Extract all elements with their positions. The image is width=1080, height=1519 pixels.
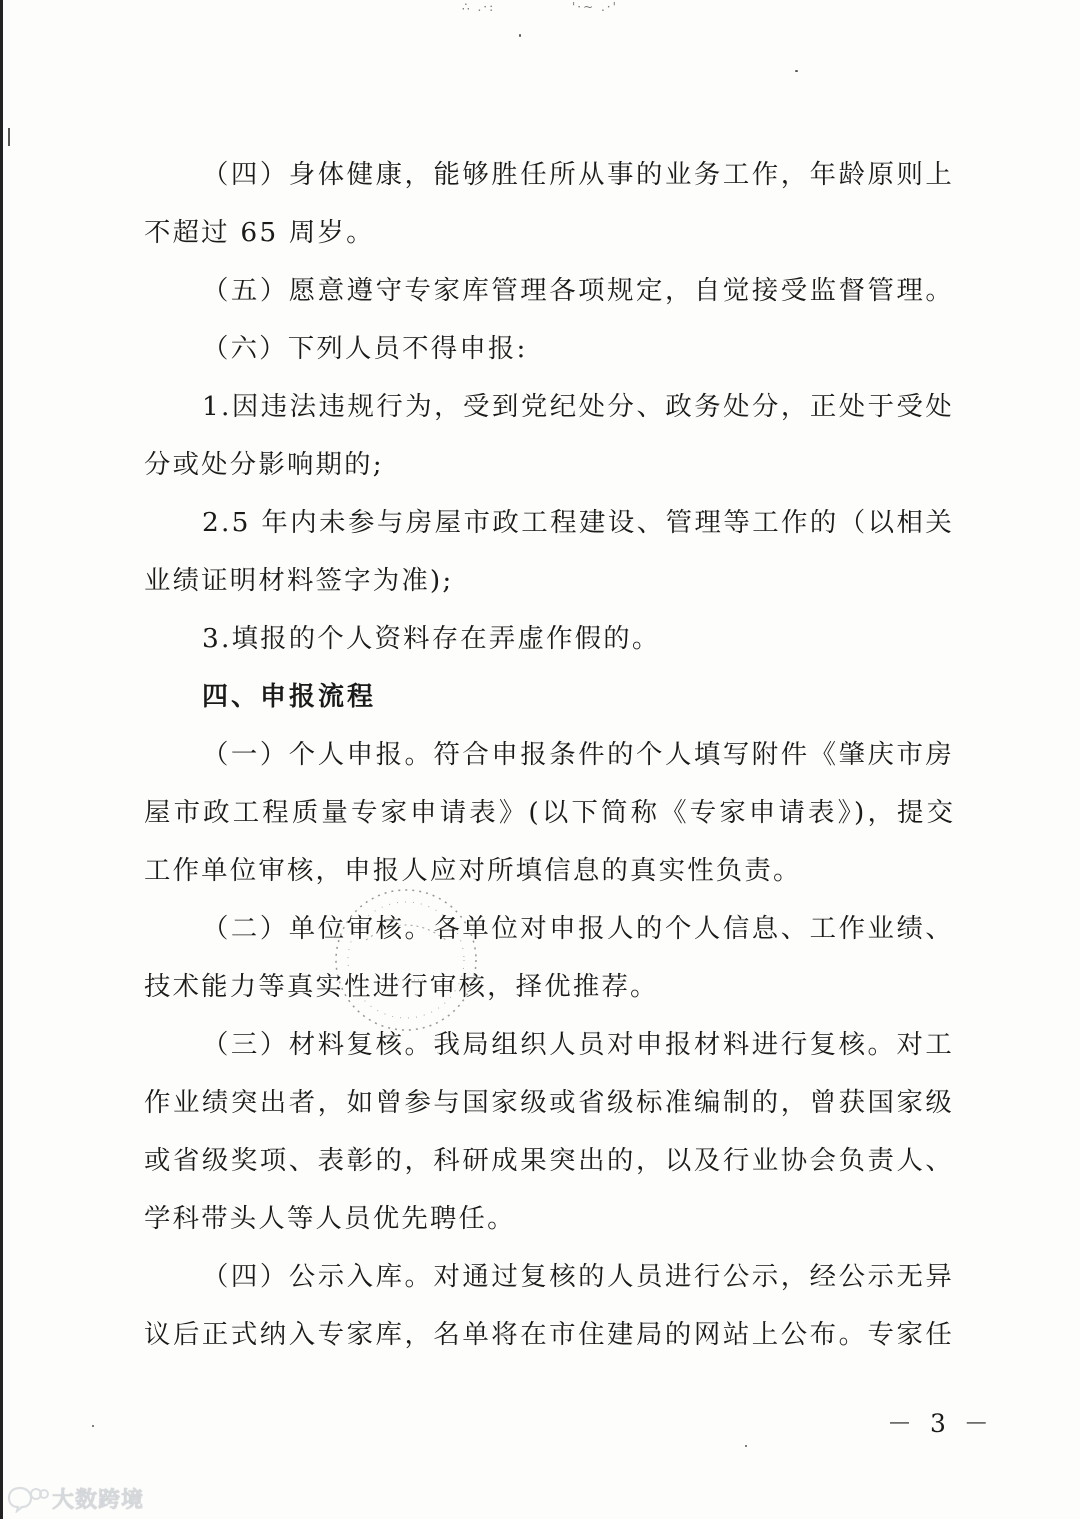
- scan-speck: [745, 1445, 747, 1447]
- paragraph-line: 技术能力等真实性进行审核，择优推荐。: [144, 971, 659, 1002]
- paragraph-line: 或省级奖项、表彰的，科研成果突出的，以及行业协会负责人、: [144, 1145, 954, 1176]
- paragraph-line: 3.填报的个人资料存在弄虚作假的。: [202, 623, 661, 654]
- page-number: － 3 －: [887, 1409, 994, 1438]
- paragraph-line: 2.5 年内未参与房屋市政工程建设、管理等工作的（以相关: [202, 507, 954, 538]
- paragraph-line: 工作单位审核，申报人应对所填信息的真实性负责。: [144, 855, 802, 886]
- paragraph-line: （一）个人申报。符合申报条件的个人填写附件《肇庆市房: [202, 739, 954, 770]
- document-body: [144, 146, 954, 1364]
- paragraph-line: 屋市政工程质量专家申请表》(以下简称《专家申请表》)，提交: [144, 797, 954, 828]
- watermark-text: 大数跨境: [52, 1487, 145, 1513]
- scan-edge-shadow: [0, 0, 3, 1519]
- scan-noise-right: '·~ .·': [572, 0, 618, 14]
- scan-speck: [795, 70, 798, 72]
- chat-bubble-logo-icon: [6, 1483, 50, 1513]
- paragraph-line: （四）身体健康，能够胜任所从事的业务工作，年龄原则上: [202, 159, 954, 190]
- paragraph-line: （五）愿意遵守专家库管理各项规定，自觉接受监督管理。: [202, 275, 954, 306]
- paragraph-line: 分或处分影响期的;: [144, 449, 384, 480]
- paragraph-line: （四）公示入库。对通过复核的人员进行公示，经公示无异: [202, 1261, 954, 1292]
- paragraph-line: 业绩证明材料签字为准);: [144, 565, 454, 596]
- scan-speck: [92, 1425, 94, 1427]
- watermark: [6, 1483, 144, 1513]
- paragraph-line: （三）材料复核。我局组织人员对申报材料进行复核。对工: [202, 1029, 954, 1060]
- scan-speck: [519, 34, 521, 37]
- paragraph-line: （二）单位审核。各单位对申报人的个人信息、工作业绩、: [202, 913, 954, 944]
- section-heading: 四、申报流程: [202, 682, 377, 712]
- scan-noise-left: ∴ .·:: [462, 0, 496, 14]
- paragraph-line: （六）下列人员不得申报:: [202, 333, 528, 364]
- paragraph-line: 不超过 65 周岁。: [144, 217, 375, 248]
- paragraph-line: 议后正式纳入专家库，名单将在市住建局的网站上公布。专家任: [144, 1319, 954, 1350]
- paragraph-line: 学科带头人等人员优先聘任。: [144, 1203, 516, 1234]
- paragraph-line: 1.因违法违规行为，受到党纪处分、政务处分，正处于受处: [202, 391, 954, 422]
- scan-speck: [8, 128, 10, 146]
- paragraph-line: 作业绩突出者，如曾参与国家级或省级标准编制的，曾获国家级: [144, 1087, 954, 1118]
